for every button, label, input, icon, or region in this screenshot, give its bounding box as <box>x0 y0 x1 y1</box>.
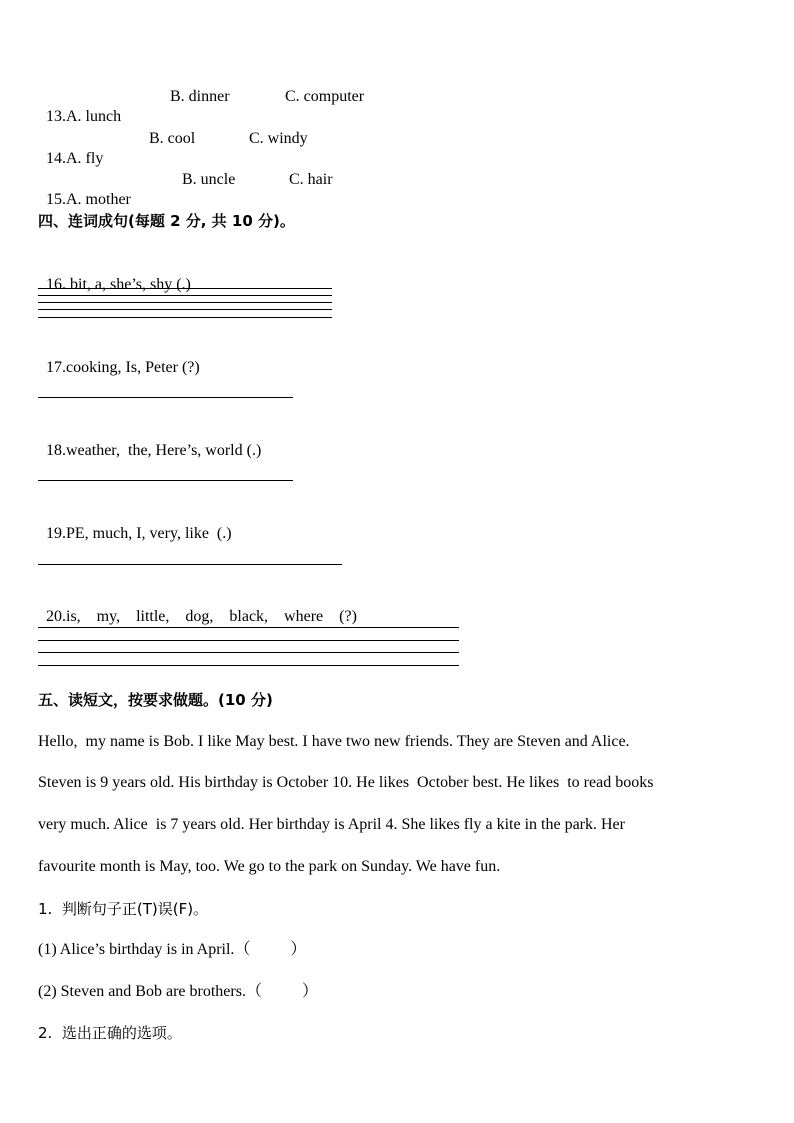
question-text: cooking, Is, Peter (?) <box>66 359 200 376</box>
option-a: A. fly <box>66 150 104 167</box>
question-number: 20. <box>46 608 66 625</box>
option-a: A. lunch <box>66 108 122 125</box>
section-4-heading: 四、连词成句(每题 2 分, 共 10 分)。 <box>38 212 295 230</box>
option-b: B. cool <box>149 130 196 147</box>
answer-line <box>38 640 459 641</box>
question-text: bit, a, she’s, shy (.) <box>66 276 191 293</box>
option-b: B. uncle <box>182 171 236 188</box>
answer-line <box>38 652 459 653</box>
option-a: A. mother <box>66 191 131 208</box>
question-18 <box>38 421 261 461</box>
answer-line <box>38 627 459 628</box>
question-15 <box>38 170 131 210</box>
answer-line <box>38 397 293 398</box>
task-1-question-2: (2) Steven and Bob are brothers.（ ） <box>38 983 318 1000</box>
answer-line <box>38 665 459 666</box>
task-2-label: 2. 选出正确的选项。 <box>38 1024 182 1042</box>
answer-line <box>38 288 332 289</box>
answer-line <box>38 309 332 310</box>
answer-line <box>38 564 342 565</box>
answer-line <box>38 317 332 318</box>
question-number: 17. <box>46 359 66 376</box>
question-number: 19. <box>46 525 66 542</box>
question-19 <box>38 504 232 544</box>
answer-line <box>38 480 293 481</box>
question-14 <box>38 129 103 169</box>
option-c: C. computer <box>285 88 365 105</box>
question-number: 14. <box>46 150 66 167</box>
question-20 <box>38 587 357 627</box>
question-number: 18. <box>46 442 66 459</box>
answer-line <box>38 302 332 303</box>
question-number: 15. <box>46 191 66 208</box>
section-5-heading: 五、读短文，按要求做题。(10 分) <box>38 691 273 709</box>
question-text: PE, much, I, very, like (.) <box>66 525 232 542</box>
task-1-label: 1. 判断句子正(T)误(F)。 <box>38 900 209 918</box>
question-number: 13. <box>46 108 66 125</box>
passage-line: favourite month is May, too. We go to the park on Sunday. We have fun. <box>38 858 501 875</box>
option-c: C. windy <box>249 130 308 147</box>
option-b: B. dinner <box>170 88 230 105</box>
question-17 <box>38 338 200 378</box>
answer-line <box>38 295 332 296</box>
task-1-question-1: (1) Alice’s birthday is in April.（ ） <box>38 941 307 958</box>
passage-line: Steven is 9 years old. His birthday is October 10. He likes October best. He likes to read books <box>38 774 654 791</box>
question-16 <box>38 255 191 295</box>
question-text: weather, the, Here’s, world (.) <box>66 442 262 459</box>
passage-line: Hello, my name is Bob. I like May best. I have two new friends. They are Steven and Alice. <box>38 733 630 750</box>
question-number: 16. <box>46 276 66 293</box>
passage-line: very much. Alice is 7 years old. Her birthday is April 4. She likes fly a kite in the park. Her <box>38 816 625 833</box>
option-c: C. hair <box>289 171 333 188</box>
question-13 <box>38 87 121 127</box>
question-text: is, my, little, dog, black, where (?) <box>66 608 357 625</box>
